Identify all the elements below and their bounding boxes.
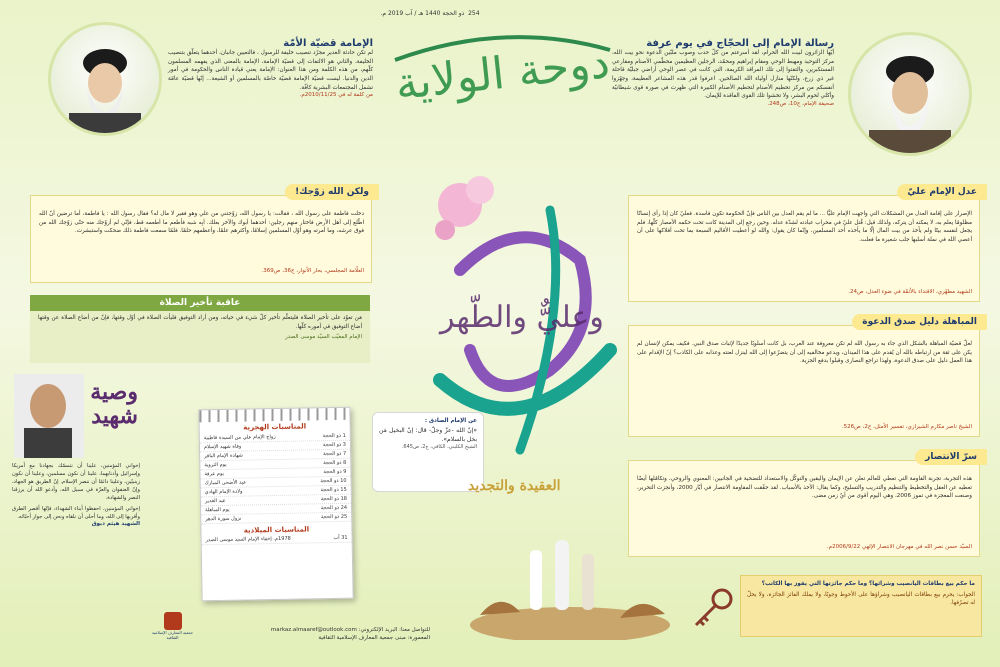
qa-question: ما حكم بيع بطاقات اليانصيب وشرائها؟ وما حكم جائزتها التي يفوز بها الكاتب؟ bbox=[761, 581, 975, 587]
imam-portrait bbox=[848, 32, 972, 156]
martyr-photo-area bbox=[10, 372, 138, 460]
calendar-event: ولادة الإمام الهادي bbox=[204, 488, 243, 496]
calendar-title: المناسبات الهجرية bbox=[243, 422, 307, 432]
calendar-day: 24 ذو الحجة bbox=[320, 504, 348, 512]
calendar-title-2: المناسبات الميلادية bbox=[243, 525, 310, 535]
mubahala-box bbox=[628, 317, 980, 437]
calendar-rows-2 bbox=[202, 534, 352, 546]
calendar-event: وفاة شهيد الإسلام bbox=[203, 443, 242, 451]
calendar-event: شهادة الإمام الباقر bbox=[204, 452, 243, 460]
qa-box bbox=[740, 575, 982, 637]
calendar-day: 9 ذو الحجة bbox=[323, 468, 347, 476]
logo-swash bbox=[385, 30, 620, 70]
calendar-rows bbox=[200, 432, 352, 525]
footer-contact: للتواصل معنا: البريد الإلكتروني: markaz.almaaref@outlook.com bbox=[270, 627, 430, 633]
victory-title: سرّ الانتصار bbox=[915, 449, 987, 465]
calendar-day: 7 ذو الحجة bbox=[323, 450, 347, 458]
justice-text: الإصرار على إقامة العدل من المشكلات التي واجهت الإمام عليًّا ... ما لم يقم العدل بين الناس فإنّ الحكومة تكون فاسدة. فعليّ كان إذا رأى إنسانًا مظلومًا يعلم به، لا يمكنه أن يتركه، ولذلك قيل: قُتل عليّ في محراب عبادته لشدّة عدله. وحين رجع إلى المدينة كانت تحت حكمه الأمصار كلّها، فلم يجعل لنفسه بيتًا ولم يأخذ من بيت المال إلّا ما يأخذه أحد المسلمين، وإنّما كان يقول: والله لو أعطيت الأقاليم السبعة بما تحت أفلاكها على أن أعصي الله في نملة أسلبها جلب شعيرة ما فعلت. bbox=[637, 211, 972, 243]
calendar-day: 1 ذو الحجة bbox=[322, 432, 346, 440]
calendar-event: زواج الإمام علي من السيدة فاطمة bbox=[203, 433, 276, 442]
sadiq-text: «إنّ الله -عزّ وجلّ- قال: إنّ البخيل مَن بخل بالسلام». bbox=[379, 426, 477, 443]
calendar-day: 31 آب bbox=[333, 534, 348, 542]
calendar-event: يوم التروية bbox=[204, 461, 227, 469]
center-subtitle: العقيدة والتجديد bbox=[468, 478, 561, 494]
prayer-ref: الإمام المغيّب السيّد موسى الصدر bbox=[285, 334, 362, 341]
prayer-title: عاقبة تأخير الصلاة bbox=[30, 295, 370, 311]
prayer-box bbox=[30, 295, 370, 363]
martyr-name: الشهيد هيثم دبوق bbox=[91, 521, 140, 528]
calendar-day: 10 ذو الحجة bbox=[320, 477, 347, 485]
justice-title: عدل الإمام عليّ bbox=[897, 184, 987, 200]
org-logo bbox=[150, 612, 195, 652]
husband-text: دخلت فاطمة على رسول الله ، فقالت: يا رسول الله، زوّجتني من علي وهو فقير لا مال له؟ فقال رسول الله : يا فاطمة، أما ترضين أنّ الله اطّلع إلى أهل الأرض فاختار منهم رجلين: أحدهما أبوك والآخر بعلك. أبِه شبه فأطعم ما أطعمه قط، فإنّي لم أزوّجك منه حتّى زوّجك الله من فوق عرشه، وما أمرته وهو أوّل المسلمين إسلامًا، وأكثرهم علمًا، وأعظمهم حلمًا. فلمّا سمعت فاطمة ذلك ضحكت واستبشرت. bbox=[39, 211, 364, 235]
calendar-day: 3 ذو الحجة bbox=[322, 441, 347, 449]
message-text: أيّها الزائرون لبيت الله الحرام، لقد أسرعتم من كلّ حدب وصوب ملبّين الدعوة نحو بيت الله، مركز التوحيد ومهبط الوحي ومقام إبراهيم ومحمّد، الرجلين العظيمين محطّمي الأصنام ومقارعي المستكبرين، والتفتوا إلى تلك المراقد الكريمة، التي كانت في عصر الوحي أراضي جبليّة قاحلة غير ذي زرع، ولكنّها منازل أولياء الله الصالحين. اعرفوا قدر هذه المشاعر العظيمة، وجهّزوا أنفسكم من مركز تحطيم الأصنام لتحطيم الأصنام الكبيرة التي ظهرت في صورة قوى شيطانيّة وأكلي لحوم البشر، ولا تخشوا تلك القوى الفاقدة للإيمان. bbox=[612, 50, 834, 100]
justice-box bbox=[628, 187, 980, 302]
husband-box bbox=[30, 187, 372, 283]
husband-title: ولكن الله زوّجك! bbox=[285, 184, 379, 200]
imamate-ref: من كلمة له في 2010/11/25م. bbox=[299, 92, 373, 99]
martyr-text: إخواني المؤمنين، علينا أن نتمسّك بجهادنا مع أمريكا وإسرائيل وأذنابهما، علينا أن نكون مسلمين، وعلينا أن نكون زينبيّين، وعلينا دائمًا أن ننصر الإسلام. إنّ الطريق هو الجهاد، وإنّ العنفوان والعزّة في سبيل الله، وأدعو الله أن يرزقنا النصر والشهادة. bbox=[12, 463, 140, 502]
imamate-section bbox=[168, 38, 373, 98]
calendar-rings bbox=[199, 408, 349, 423]
calendar bbox=[198, 407, 353, 602]
org-name: جمعية المعارف الإسلامية الثقافية bbox=[151, 630, 194, 640]
calendar-event: نزول سورة الدهر bbox=[205, 515, 242, 523]
org-logo-icon bbox=[164, 612, 182, 630]
message-title: رسالة الإمام إلى الحجّاج في يوم عرفة bbox=[646, 38, 834, 49]
message-ref: صحيفة الإمام، ج10، ص248. bbox=[767, 100, 834, 107]
leader-portrait bbox=[48, 22, 162, 136]
husband-ref: العلّامة المجلسي، بحار الأنوار، ج36، ص369. bbox=[261, 268, 364, 274]
victory-text: هذه التجربة، تجربة القاومة التي تعطي للعالم تعلن عن الإيمان واليقين والتوكّل والاستعداد للتضحية في الجانبين: المعنوي والروحي، وتكامُلها أيضًا تعطيه عن العقل والتخطيط والتنظيم والتدريب والتسليح، وكما يقال: الأخذ بالأسباب. لقد حقّقت المقاومة الانتصار في أيّار 2000، وأنجزت التحرير، وصنعت المعجزة في تموز 2006، وهي اليوم أقوى من أيّ زمن مضى. bbox=[637, 476, 972, 500]
mubahala-text: لعلّ قضيّة المباهلة بالشكل الذي جاء به رسول الله لم تكن معروفة عند العرب، بل كانت أسلوبًا جديدًا لإثبات صدق النبي. فكيف يمكن لإنسان لم يكن على ثقة من ارتباطه بالله أن يُقدم على هذا الميدان، ويدعو مخالفيه إلى أن يتضرّعوا إلى الله لينزل لعنته وعذابه على الكاذب؟ إنّ الإقدام على هذا العمل دليل على صدق الدعوة، ولهذا تراجع النصارى وقبلوا بدفع الجزية. bbox=[637, 341, 972, 365]
center-artwork bbox=[400, 150, 635, 470]
message-section bbox=[612, 38, 834, 107]
calendar-event: 1978م. إخفاء الإمام السيد موسى الصدر bbox=[205, 535, 291, 544]
issue-header bbox=[300, 10, 560, 17]
calendar-day: 8 ذو الحجة bbox=[323, 459, 347, 467]
mubahala-title: المباهلة دليل صدق الدعوة bbox=[852, 314, 987, 330]
imamate-text: لم تكن حادثة الغدير مجرّد تنصيب خليفة للرسول ، فالتعيين جانبان، أحدهما يتعلّق بتنصيب الخليفة، والثاني هو الالتفات إلى قضيّة الإمامة، الإمامة بالمعنى الذي يفهمه المسلمون كلّهم، من هذه الكلمة ومن هذا العنوان: الإمامة يعني قيادة الناس والحكومة في أمور الدين والدنيا. ليست قضيّة الإمامة قضيّة خاصّة بالمسلمين أو الشيعة... إنّها قضيّة عامّة تشمل المجتمعات البشرية كافّة. bbox=[168, 50, 373, 91]
portrait-figure-icon bbox=[51, 25, 159, 133]
sadiq-title: عن الإمام الصادق : bbox=[424, 418, 477, 424]
martyr-text-2: إخواني المؤمنين، احفظوا أبناء الشهداء، فإنّها أقصر الطرق وأقربها إلى الله، وما أحلى أن نلقاه ونحن إلى جوار أحبّائه. bbox=[12, 506, 140, 521]
issue-date: ذو الحجة 1440 هـ / آب 2019 م. bbox=[380, 10, 465, 17]
issue-number: 254 bbox=[468, 10, 480, 17]
calendar-row bbox=[202, 534, 352, 546]
martyr-section bbox=[12, 462, 140, 527]
sadiq-ref: الشيخ الكليني، الكافي، ج2، ص645. bbox=[401, 444, 477, 451]
calendar-event: عيد الغدير bbox=[204, 497, 226, 505]
calendar-day: 18 ذو الحجة bbox=[320, 495, 347, 503]
footer bbox=[200, 626, 430, 643]
imamate-title: الإمامة قضيّة الأمّة bbox=[283, 38, 373, 49]
logo bbox=[385, 30, 620, 140]
prayer-text: مَن تعوّد على تأخير الصلاة فليتعلّم تأخير كلّ شيء في حياته، ومن أراد التوفيق فليأت الصلاة في أوّل وقتها، فإنّ من أضاع الصلاة عن وقتها أضاع التوفيق في أموره كلّها. bbox=[38, 315, 362, 330]
footer-publisher: المعمورة: مبنى جمعية المعارف الإسلامية الثقافية bbox=[318, 635, 430, 642]
calendar-row bbox=[201, 513, 351, 525]
calendar-event: يوم عرفة bbox=[204, 470, 225, 478]
mubahala-ref: الشيخ ناصر مكارم الشيرازي، تفسير الأمثل، ج2، ص526. bbox=[841, 424, 972, 430]
victory-box bbox=[628, 452, 980, 557]
calendar-event: عيد الأضحى المبارك bbox=[204, 479, 247, 487]
justice-ref: الشهيد مطهّري، الاقتداء بالأئمّة في ضوء العدل، ص24. bbox=[848, 289, 972, 295]
qa-answer: الجواب: يحرم بيع بطاقات اليانصيب وشراؤها على الأحوط وجوبًا، ولا يملك الفائز الجائزة، ولا يحلّ له تصرّفها. bbox=[747, 591, 975, 607]
martyr-title: وصية شهيد bbox=[90, 379, 138, 430]
calendar-day: 25 ذو الحجة bbox=[320, 513, 348, 521]
key-icon bbox=[690, 585, 735, 630]
center-calligraphy: وعليٌّ والطّهر bbox=[440, 300, 604, 335]
victory-ref: السيّد حسن نصر الله في مهرجان الانتصار الإلهي 2006/9/22م. bbox=[826, 544, 972, 550]
portrait-figure-icon bbox=[851, 35, 969, 153]
calendar-event: يوم المباهلة bbox=[205, 506, 230, 514]
calendar-day: 15 ذو الحجة bbox=[320, 486, 347, 494]
logo-title: دوحة الولاية bbox=[392, 36, 613, 111]
